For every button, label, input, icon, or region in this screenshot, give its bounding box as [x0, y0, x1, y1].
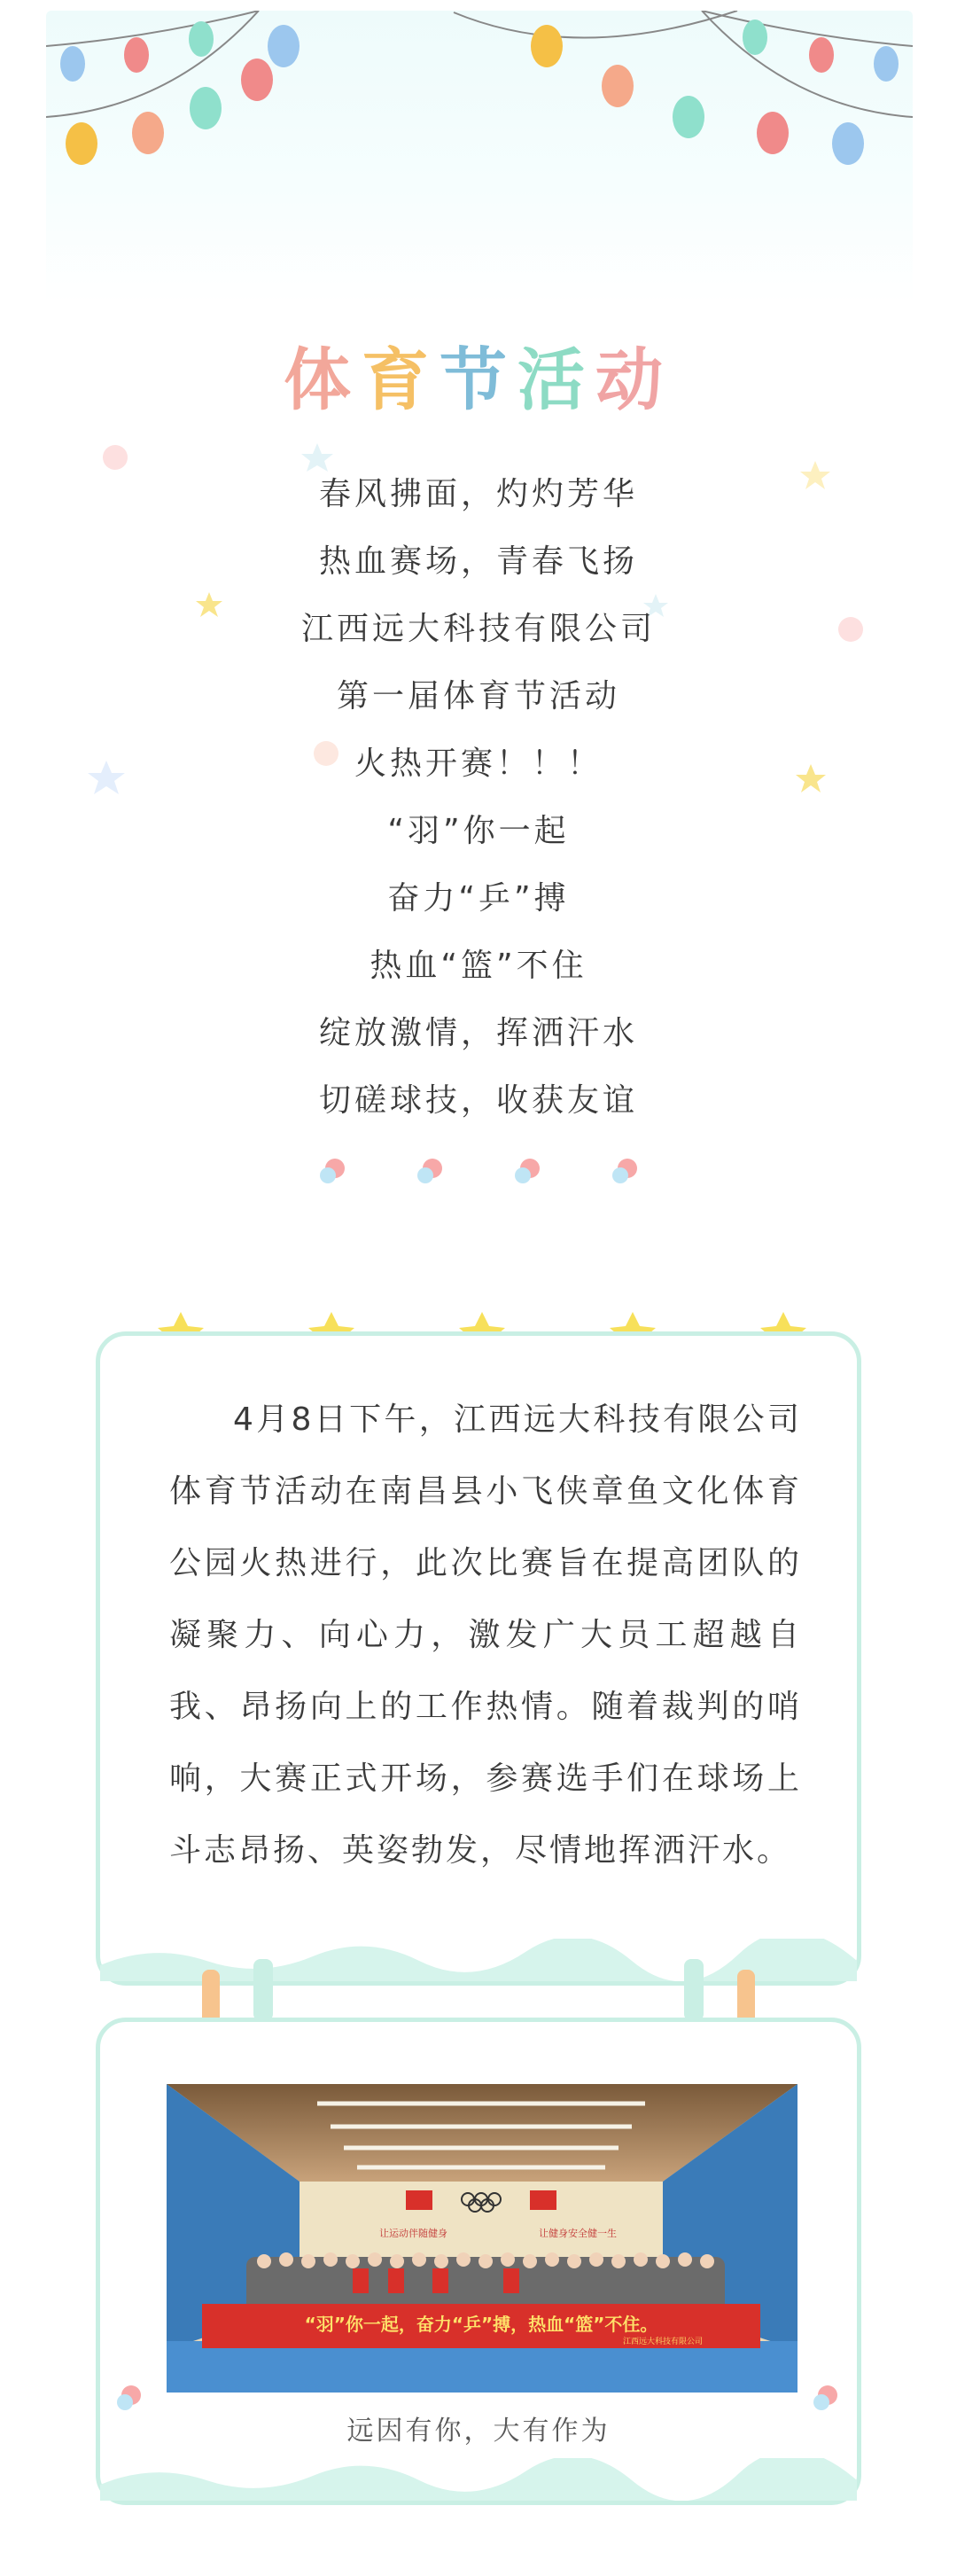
balloon-icon — [808, 2381, 844, 2425]
intro-paragraph: 4月8日下午，江西远大科技有限公司体育节活动在南昌县小飞侠章鱼文化体育公园火热进行，此次比赛旨在提高团队的凝聚力、向心力，激发广大员工超越自我、昂扬向上的工作热情。随着裁判的哨响，大赛正式开场，参赛选手们在球场上斗志昂扬、英姿勃发，尽情地挥洒汗水。 — [169, 1401, 802, 1869]
poem-line: 切磋球技，收获友谊 — [318, 1082, 638, 1119]
title-char: 活 — [517, 340, 595, 419]
banner-subtext: 江西远大科技有限公司 — [622, 2338, 704, 2346]
balloon-icon — [112, 2381, 147, 2425]
photo-illustration — [167, 2084, 798, 2393]
poem-line: 热血赛场，青春飞扬 — [318, 543, 638, 580]
title-char: 体 — [284, 340, 362, 419]
bunting-flags — [46, 11, 913, 188]
poem-line: 春风拂面，灼灼芳华 — [318, 476, 638, 512]
connector-right — [684, 1959, 704, 2021]
poem-line: 火热开赛！！！ — [354, 745, 603, 782]
photo-caption: 远因有你，大有作为 — [346, 2416, 611, 2447]
page-title — [0, 326, 957, 423]
intro-card — [96, 1331, 861, 1986]
photo-card — [96, 2018, 861, 2505]
poem-line: “羽”你一起 — [387, 813, 570, 849]
bunting-header — [46, 11, 913, 303]
title-char: 育 — [362, 340, 440, 419]
wave-decoration — [100, 2458, 857, 2501]
title-char: 动 — [595, 340, 673, 419]
poem — [0, 461, 957, 1135]
poem-line: 江西远大科技有限公司 — [300, 611, 656, 647]
poem-line: 热血“篮”不住 — [370, 948, 587, 984]
poem-line: 奋力“乒”搏 — [387, 880, 570, 917]
poem-line: 第一届体育节活动 — [336, 678, 620, 714]
banner-text: “羽”你一起，奋力“乒”搏，热血“篮”不住。 — [304, 2314, 658, 2335]
balloon-decoration — [310, 1151, 647, 1204]
connector-left — [253, 1959, 273, 2021]
group-photo — [167, 2084, 798, 2393]
poem-line: 绽放激情，挥洒汗水 — [318, 1015, 638, 1051]
wall-slogan-left: 让运动伴随健身 — [379, 2228, 447, 2239]
title-char: 节 — [440, 340, 517, 419]
wall-slogan-right: 让健身安全健一生 — [539, 2228, 617, 2239]
